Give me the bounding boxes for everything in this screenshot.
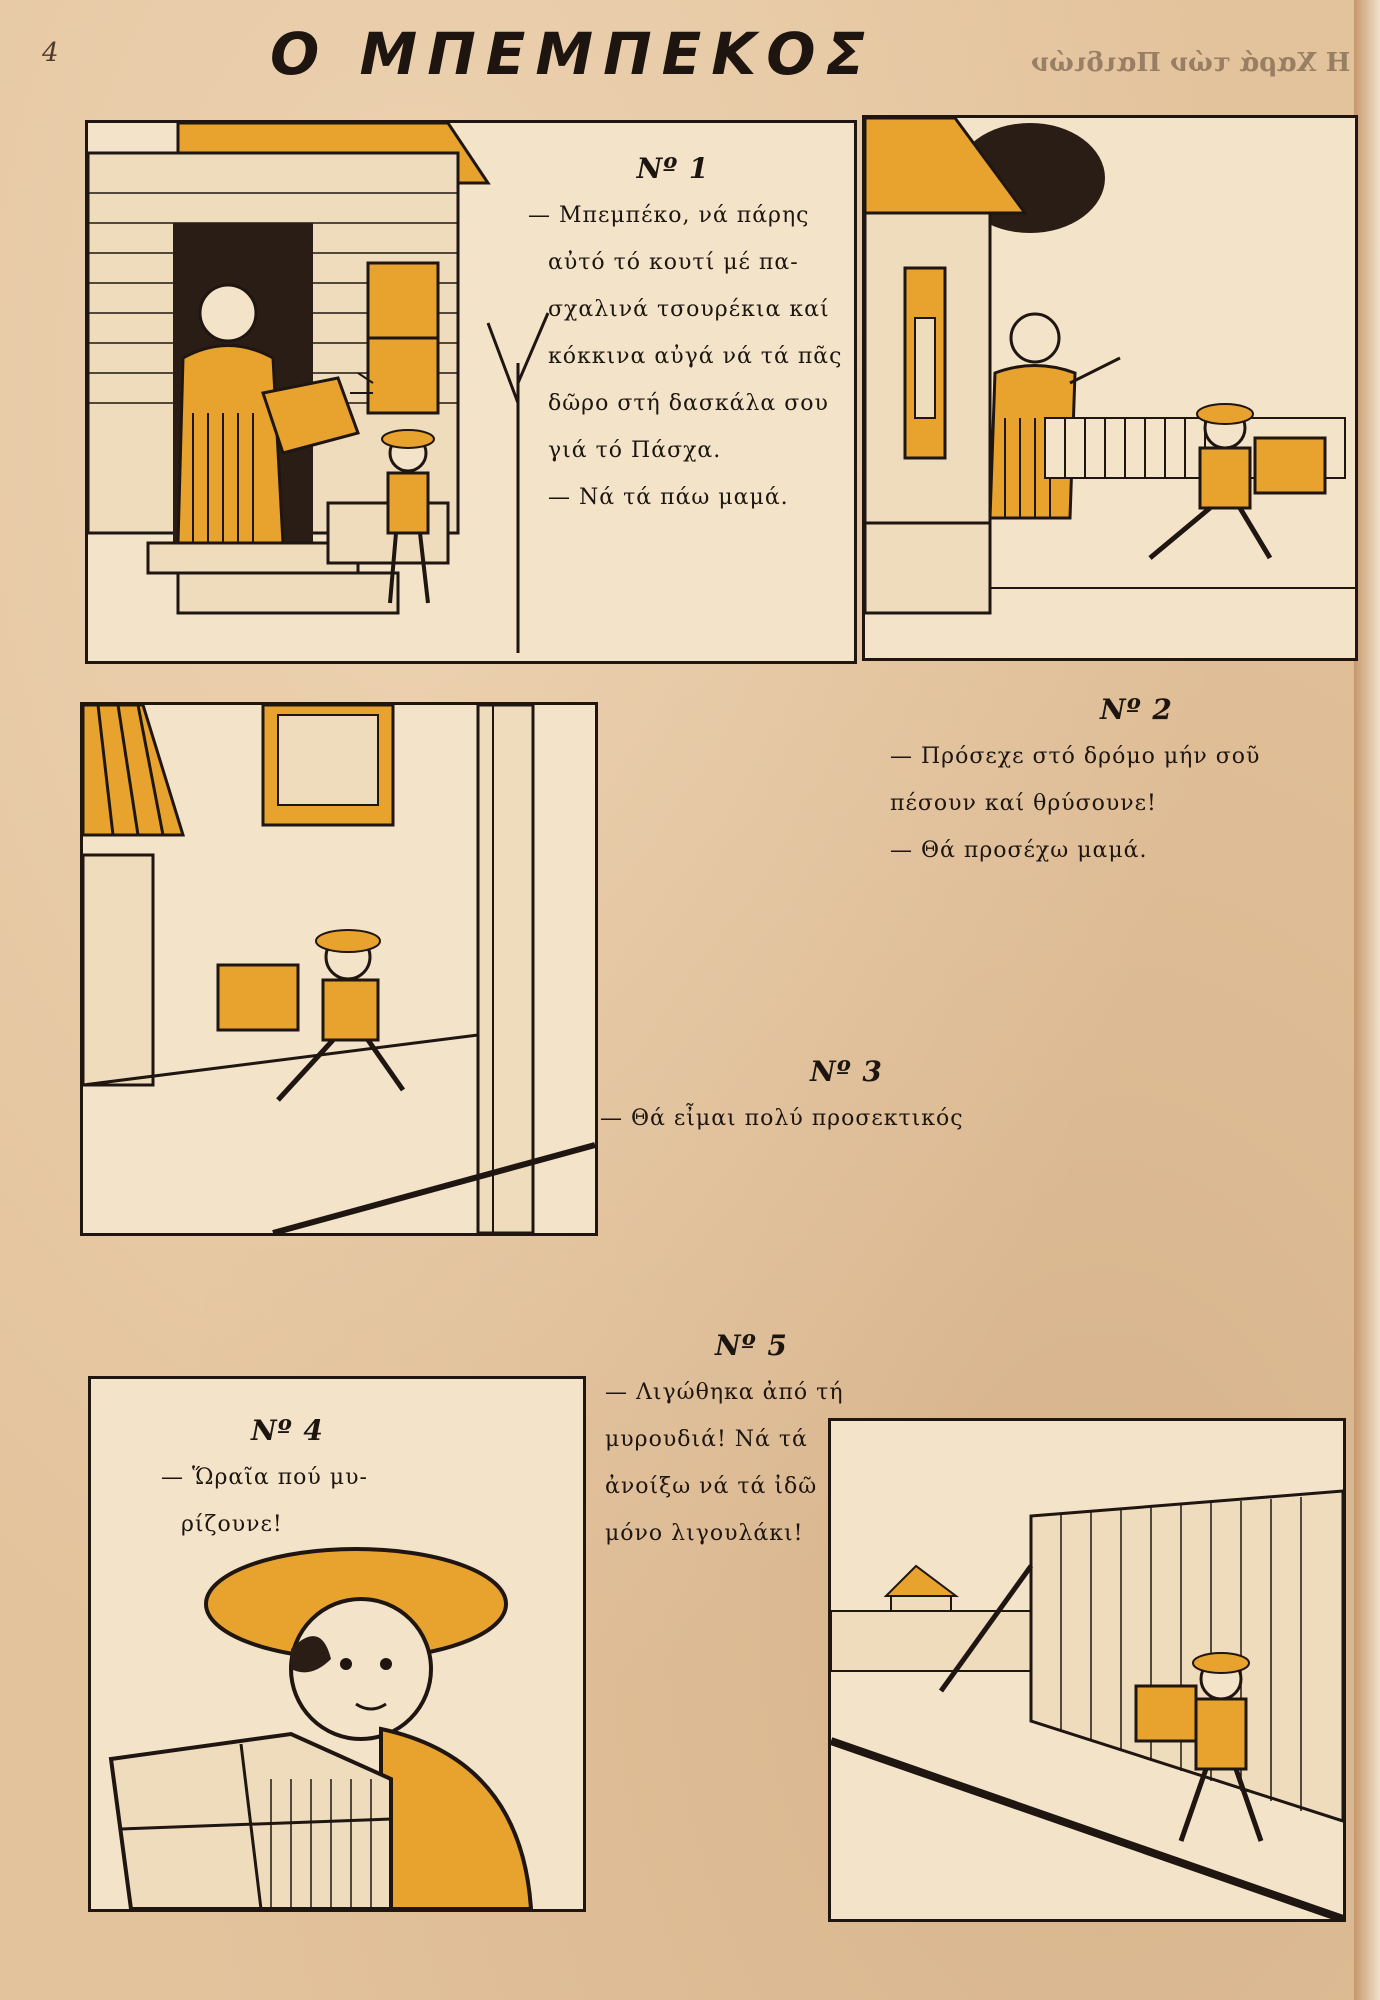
comic-panel-3 (80, 702, 598, 1236)
comic-panel-2 (862, 115, 1358, 661)
caption-line: — Θά προσέχω μαμά. (890, 838, 1148, 863)
panel-5-illustration (831, 1421, 1343, 1919)
comic-panel-4 (88, 1376, 586, 1912)
panel-label: Nº 1 (636, 152, 710, 185)
caption-line: — Μπεμπέκο, νά πάρης (528, 203, 810, 228)
panel-label: Nº 5 (715, 1329, 788, 1362)
panel-4-caption (161, 1407, 421, 1548)
caption-line: δῶρο στή δασκάλα σου (548, 391, 829, 416)
caption-line: γιά τό Πάσχα. (548, 438, 722, 463)
caption-line: — Πρόσεχε στό δρόμο μήν σοῦ (890, 744, 1261, 769)
bleed-header: Η Χαρά τών Παιδιών (1030, 48, 1350, 78)
caption-line: — Λιγώθηκα ἀπό τή (605, 1380, 844, 1405)
page-title: Ο ΜΠΕΜΠΕΚΟΣ (270, 20, 876, 88)
comic-panel-5 (828, 1418, 1346, 1922)
caption-line: αὐτό τό κουτί μέ πα- (548, 250, 799, 275)
caption-line: — Νά τά πάω μαμά. (548, 485, 789, 510)
comic-panel-1 (85, 120, 857, 664)
panel-label: Nº 2 (1100, 693, 1173, 726)
caption-line: — Ὥραῖα πού μυ- (161, 1465, 368, 1490)
caption-line: μυρουδιά! Νά τά (605, 1427, 808, 1452)
caption-line: — Θά εἶμαι πολύ προσεκτικός (600, 1106, 964, 1131)
caption-line: πέσουν καί θρύσουνε! (890, 791, 1157, 816)
panel-3-illustration (83, 705, 595, 1233)
caption-line: ἀνοίξω νά τά ἰδῶ (605, 1474, 818, 1499)
page-number: 4 (42, 38, 59, 68)
panel-3-caption (600, 1048, 1160, 1142)
caption-line: ρίζουνε! (181, 1512, 283, 1537)
caption-line: κόκκινα αὐγά νά τά πᾶς (548, 344, 843, 369)
panel-label: Nº 3 (810, 1055, 883, 1088)
panel-2-illustration (865, 118, 1355, 658)
panel-label: Nº 4 (251, 1414, 324, 1447)
panel-2-caption (890, 686, 1350, 874)
caption-line: σχαλινά τσουρέκια καί (548, 297, 830, 322)
panel-1-caption (528, 145, 848, 521)
caption-line: μόνο λιγουλάκι! (605, 1521, 804, 1546)
